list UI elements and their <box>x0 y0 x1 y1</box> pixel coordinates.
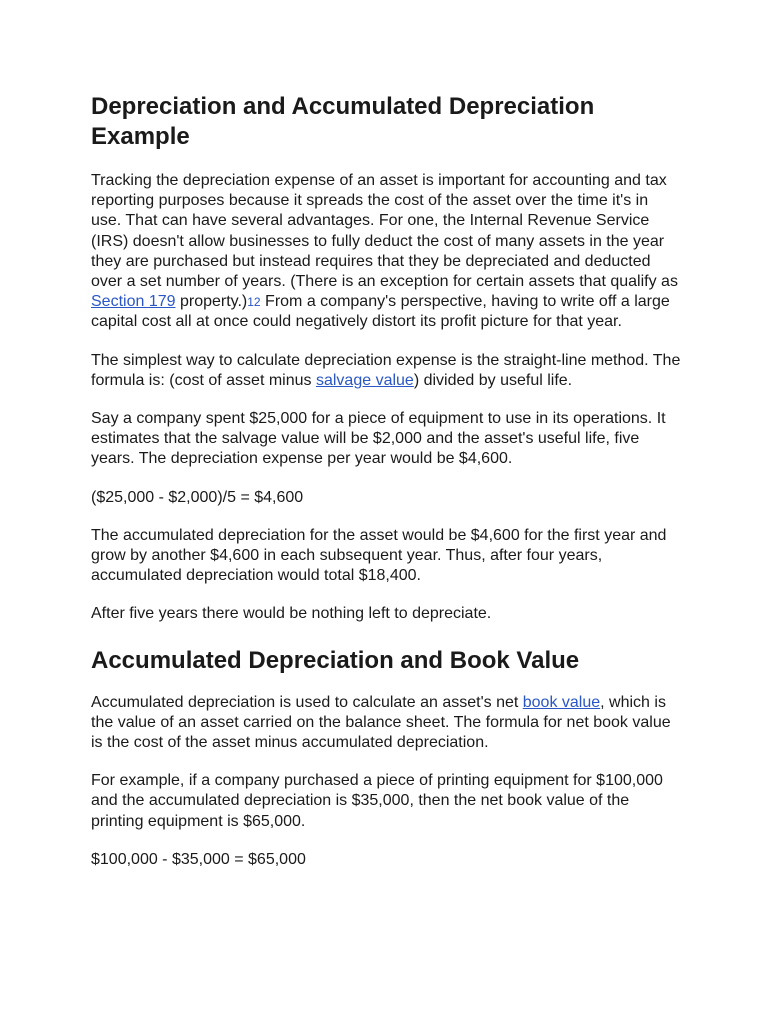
book-value-link[interactable]: book value <box>522 693 601 711</box>
section-179-link[interactable]: Section 179 <box>91 293 176 311</box>
salvage-value-link[interactable]: salvage value <box>315 371 414 389</box>
paragraph-intro-text-3: From a company's perspective, having to write off a large capital cost all at once could negatively distort its profit picture for that year. <box>91 293 670 331</box>
paragraph-intro-text-2: property.) <box>175 293 248 311</box>
paragraph-book-value-formula: $100,000 - $35,000 = $65,000 <box>91 850 306 868</box>
paragraph-printing-example: For example, if a company purchased a piece of printing equipment for $100,000 and the accumulated depreciation is $35,000, then the net book value of the printing equipment is $65,000. <box>91 772 663 830</box>
paragraph-straight-line-text-1: The simplest way to calculate depreciation expense is the straight-line method. The formula is: (cost of asset minus <box>91 351 681 389</box>
footnote-ref-link[interactable]: 12 <box>247 295 261 310</box>
paragraph-straight-line <box>91 351 682 391</box>
section-heading-book-value: Accumulated Depreciation and Book Value <box>91 646 580 674</box>
paragraph-book-value <box>91 693 682 754</box>
paragraph-accumulated: The accumulated depreciation for the asset would be $4,600 for the first year and grow by another $4,600 in each subsequent year. Thus, after four years, accumulated depreciation would total $18,400. <box>91 526 667 585</box>
paragraph-book-value-text-1: Accumulated depreciation is used to calculate an asset's net <box>91 693 523 711</box>
paragraph-example: Say a company spent $25,000 for a piece of equipment to use in its operations. It estimates that the salvage value will be $2,000 and the asset's useful life, five years. The depreciation expense per year would be $4,600. <box>91 410 666 468</box>
paragraph-book-value-text-2: , which is the value of an asset carried on the balance sheet. The formula for net book value is the cost of the asset minus accumulated depreciation. <box>91 693 671 752</box>
article-title: Depreciation and Accumulated Depreciation Example <box>91 93 595 150</box>
paragraph-intro <box>91 171 682 333</box>
paragraph-five-years: After five years there would be nothing left to depreciate. <box>91 605 492 623</box>
paragraph-formula: ($25,000 - $2,000)/5 = $4,600 <box>91 488 304 506</box>
paragraph-straight-line-text-2: ) divided by useful life. <box>413 371 573 389</box>
paragraph-intro-text-1: Tracking the depreciation expense of an asset is important for accounting and tax reporting purposes because it spreads the cost of the asset over the time it's in use. That can have several advantages. For one, the Internal Revenue Service (IRS) doesn't allow businesses to fully deduct the cost of many assets in the year they are purchased but instead requires that they be depreciated and deducted over a set number of years. (There is an exception for certain assets that qualify as <box>91 172 678 291</box>
